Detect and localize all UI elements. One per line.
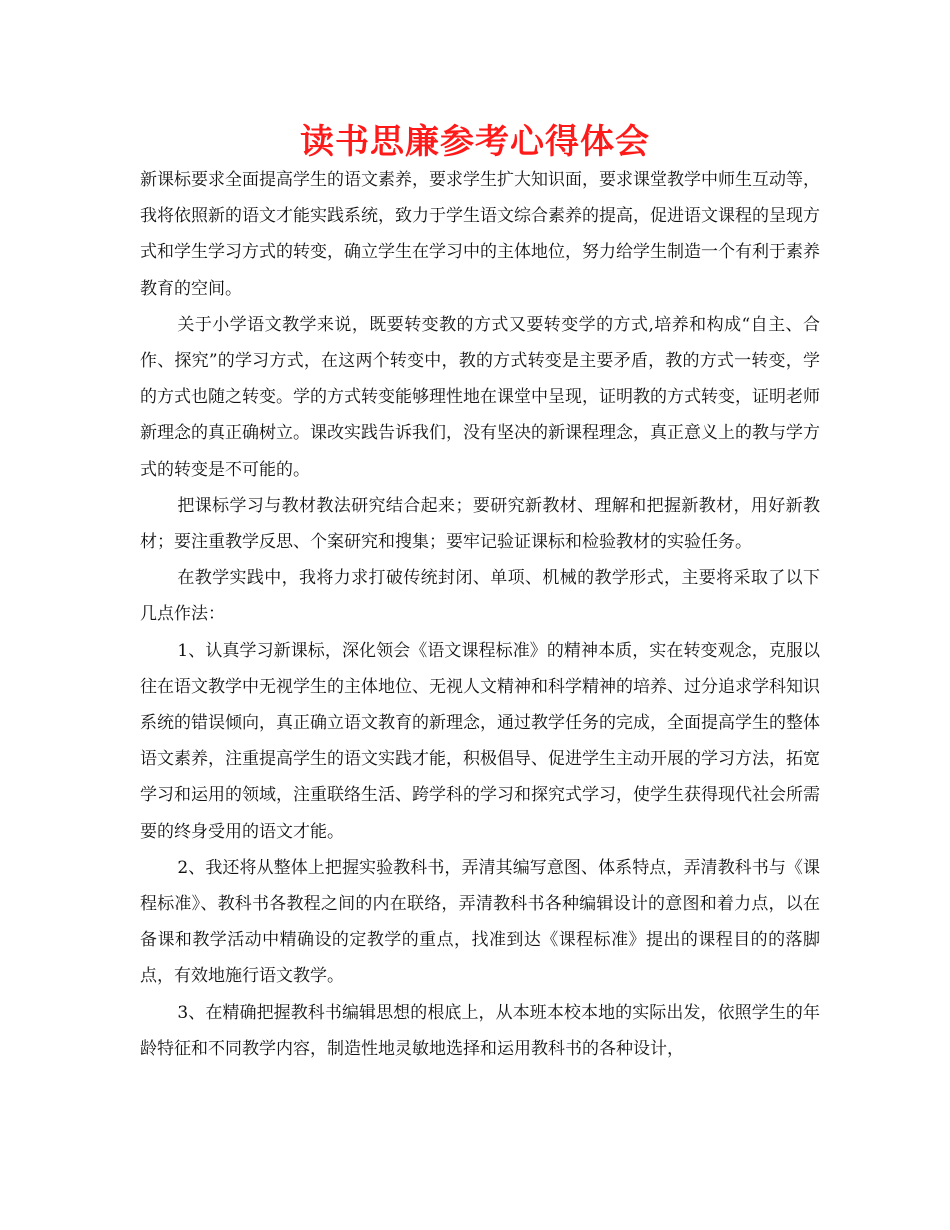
paragraph: 在教学实践中，我将力求打破传统封闭、单项、机械的教学形式，主要将采取了以下几点作法：	[140, 568, 820, 625]
paragraph: 新课标要求全面提高学生的语文素养，要求学生扩大知识面，要求课堂教学中师生互动等，我将依照新的语文才能实践系统，致力于学生语文综合素养的提高，促进语文课程的呈现方式和学生学习方式的转变，确立学生在学习中的主体地位，努力给学生制造一个有利于素养教育的空间。	[140, 170, 820, 299]
document-body	[140, 162, 820, 1067]
paragraph: 2、我还将从整体上把握实验教科书，弄清其编写意图、体系特点，弄清教科书与《课程标准》、教科书各教程之间的内在联络，弄清教科书各种编辑设计的意图和着力点，以在备课和教学活动中精确设的定教学的重点，找准到达《课程标准》提出的课程目的的落脚点，有效地施行语文教学。	[140, 857, 820, 987]
document-title: 读书思廉参考心得体会	[300, 122, 650, 162]
paragraph: 1、认真学习新课标，深化领会《语文课程标准》的精神本质，实在转变观念，克服以往在语文教学中无视学生的主体地位、无视人文精神和科学精神的培养、过分追求学科知识系统的错误倾向，真正确立语文教育的新理念，通过教学任务的完成，全面提高学生的整体语文素养，注重提高学生的语文实践才能，积极倡导、促进学生主动开展的学习方法，拓宽学习和运用的领域，注重联络生活、跨学科的学习和探究式学习，使学生获得现代社会所需要的终身受用的语文才能。	[140, 640, 820, 842]
paragraph: 把课标学习与教材教法研究结合起来；要研究新教材、理解和把握新教材，用好新教材；要注重教学反思、个案研究和搜集；要牢记验证课标和检验教材的实验任务。	[140, 495, 820, 553]
paragraph: 关于小学语文教学来说，既要转变教的方式又要转变学的方式,培养和构成“自主、合作、探究”的学习方式，在这两个转变中，教的方式转变是主要矛盾，教的方式一转变，学的方式也随之转变。学的方式转变能够理性地在课堂中呈现，证明教的方式转变，证明老师新理念的真正确树立。课改实践告诉我们，没有坚决的新课程理念，真正意义上的教与学方式的转变是不可能的。	[140, 314, 820, 480]
paragraph: 3、在精确把握教科书编辑思想的根底上，从本班本校本地的实际出发，依照学生的年龄特征和不同教学内容，制造性地灵敏地选择和运用教科书的各种设计，	[140, 1002, 820, 1059]
